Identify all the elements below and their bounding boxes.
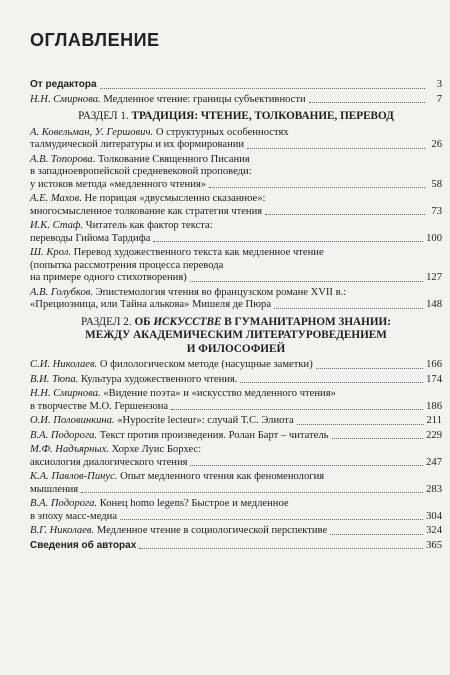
toc-entry-text <box>30 359 313 372</box>
entry-title: Медленное чтение в социологической перспективе <box>96 525 328 536</box>
page-number: 229 <box>426 429 442 441</box>
entry-title: Опыт медленного чтения как феноменология <box>120 471 325 482</box>
entry-title: О филологическом методе (насущные заметки) <box>99 359 313 370</box>
entry-author: Н.Н. Смирнова. <box>30 388 101 399</box>
toc-entry <box>30 525 442 538</box>
toc-entry-text <box>30 206 262 219</box>
toc-entry-line <box>30 444 442 457</box>
toc-entry-last-line <box>30 79 442 92</box>
toc-entry-text <box>30 220 213 231</box>
toc-entry-text <box>30 415 294 428</box>
table-of-contents <box>30 79 442 554</box>
toc-entry <box>30 444 442 469</box>
toc-entry <box>30 430 442 443</box>
entry-title: переводы Гийома Тардифа <box>30 232 151 244</box>
page-number: 324 <box>426 525 442 536</box>
toc-entry-text <box>30 233 150 246</box>
toc-entry-line <box>30 193 442 206</box>
toc-entry <box>30 127 442 152</box>
entry-author: В.И. Тюпа. <box>30 373 79 385</box>
dot-leader <box>297 424 424 425</box>
entry-author: Ш. Крол. <box>30 247 71 258</box>
toc-entry-text <box>30 299 271 312</box>
toc-entry <box>30 471 442 496</box>
dot-leader <box>81 492 423 493</box>
page-number: 283 <box>426 483 442 495</box>
entry-title: Толкование Священного Писания <box>98 153 250 165</box>
entry-author: Н.Н. Смирнова. <box>30 93 101 105</box>
toc-entry-last-line <box>30 457 442 470</box>
entry-title: Сведения об авторах <box>30 539 137 551</box>
toc-entry-text <box>30 484 78 497</box>
entry-author: М.Ф. Надъярных. <box>30 444 109 455</box>
entry-author: В.А. Подорога. <box>30 498 98 509</box>
entry-title: Не порицая «двусмысленно сказанное»: <box>84 193 266 204</box>
toc-entry-last-line <box>30 139 442 152</box>
toc-entry-line <box>30 471 442 484</box>
dot-leader <box>171 409 423 410</box>
entry-title: Хорхе Луис Борхес: <box>111 444 202 455</box>
entry-title: От редактора <box>30 79 97 90</box>
toc-entry-text <box>30 525 327 538</box>
toc-entry-line <box>30 154 442 167</box>
toc-entry-line <box>30 287 442 300</box>
dot-leader <box>139 548 423 549</box>
section-title-italic: ИСКУССТВЕ <box>153 315 222 328</box>
toc-entry-text <box>30 272 187 285</box>
section-heading-1 <box>30 110 442 124</box>
toc-entry-last-line <box>30 484 442 497</box>
entry-author: В.А. Подорога. <box>30 429 98 441</box>
page-number: 247 <box>426 456 442 468</box>
toc-entry-text <box>30 166 252 177</box>
entry-title: в эпоху масс-медиа <box>30 510 118 522</box>
section-title: ТРАДИЦИЯ: ЧТЕНИЕ, ТОЛКОВАНИЕ, ПЕРЕВОД <box>131 110 394 122</box>
entry-title: у истоков метода «медленного чтения» <box>30 178 207 190</box>
entry-title: «Видение поэта» и «искусство медленного чтения» <box>103 388 336 399</box>
section-heading-line: МЕЖДУ АКАДЕМИЧЕСКИМ ЛИТЕРАТУРОВЕДЕНИЕМ <box>85 329 387 341</box>
toc-entry-text <box>30 430 329 443</box>
toc-entry-text <box>30 374 237 387</box>
entry-author: В.Г. Николаев. <box>30 525 95 536</box>
toc-entry-line <box>30 166 442 179</box>
dot-leader <box>330 534 423 535</box>
entry-title: (попытка рассмотрения процесса перевода <box>30 259 224 271</box>
toc-entry <box>30 540 442 553</box>
toc-entry-text <box>30 193 265 204</box>
toc-entry-last-line <box>30 359 442 372</box>
toc-entry-text <box>30 401 168 414</box>
toc-entry-text <box>30 471 324 482</box>
dot-leader <box>240 382 423 383</box>
toc-entry-text <box>30 540 136 553</box>
entry-title: Текст против произведения. Ролан Барт – читатель <box>99 429 329 441</box>
dot-leader <box>209 187 425 188</box>
toc-entry <box>30 247 442 285</box>
dot-leader <box>190 281 423 282</box>
toc-entry <box>30 359 442 372</box>
toc-entry-last-line <box>30 179 442 192</box>
toc-entry-last-line <box>30 415 442 428</box>
entry-title: в творчестве М.О. Гершензона <box>30 400 169 412</box>
dot-leader <box>120 519 423 520</box>
entry-title: Эпистемология чтения во французском романе XVII в.: <box>95 286 347 298</box>
entry-author: С.И. Николаев. <box>30 359 98 370</box>
dot-leader <box>265 214 425 215</box>
entry-title: мышления <box>30 483 79 495</box>
toc-entry-text <box>30 444 201 455</box>
toc-entry-line <box>30 247 442 260</box>
section-heading-2 <box>30 316 442 357</box>
page-number: 26 <box>431 139 442 150</box>
page-number: 3 <box>436 79 442 90</box>
page-number: 100 <box>426 232 442 244</box>
toc-entry-text <box>30 457 187 470</box>
dot-leader <box>190 465 423 466</box>
entry-title: в западноевропейской средневековой проповеди: <box>30 166 252 177</box>
entry-title: Конец homo legens? Быстрое и медленное <box>99 498 289 509</box>
entry-title: О структурных особенностях <box>155 126 289 138</box>
toc-entry <box>30 154 442 192</box>
toc-entry-last-line <box>30 233 442 246</box>
dot-leader <box>332 438 424 439</box>
entry-title: «Прециозница, или Тайна алькова» Мишеля де Пюра <box>30 299 272 310</box>
toc-entry-line <box>30 388 442 401</box>
toc-entry <box>30 94 442 107</box>
toc-entry-text <box>30 139 244 152</box>
toc-entry-line <box>30 260 442 273</box>
page-title: ОГЛАВЛЕНИЕ <box>30 30 160 50</box>
entry-author: А. Ковельман, У. Гершович. <box>30 126 154 138</box>
entry-title: талмудической литературы и их формировании <box>30 139 245 150</box>
toc-entry <box>30 220 442 245</box>
entry-author: К.А. Павлов-Пинус. <box>30 471 118 482</box>
page-number: 127 <box>426 272 442 283</box>
toc-entry-last-line <box>30 272 442 285</box>
entry-title: Культура художественного чтения. <box>80 373 238 385</box>
page-number: 58 <box>431 178 442 190</box>
toc-entry-last-line <box>30 94 442 107</box>
entry-title: на примере одного стихотворения) <box>30 272 187 283</box>
entry-author: А.В. Топорова. <box>30 153 96 165</box>
entry-title: «Hypocrite lecteur»: случай Т.С. Элиота <box>117 415 294 426</box>
toc-entry-last-line <box>30 540 442 553</box>
dot-leader <box>274 308 423 309</box>
toc-entry <box>30 79 442 92</box>
toc-entry <box>30 415 442 428</box>
page-number: 211 <box>426 415 442 426</box>
entry-author: А.Е. Махов. <box>30 193 82 204</box>
toc-entry-text <box>30 247 324 258</box>
section-heading-line: И ФИЛОСОФИЕЙ <box>186 342 286 355</box>
page-number: 186 <box>426 400 442 412</box>
dot-leader <box>247 148 425 149</box>
toc-entry-text <box>30 127 289 138</box>
toc-entry-text <box>30 260 223 271</box>
toc-entry-text <box>30 498 289 509</box>
entry-title: многосмысленное толкование как стратегия чтения <box>30 205 263 217</box>
page-number: 174 <box>426 373 442 385</box>
entry-title: Перевод художественного текста как медленное чтение <box>73 247 324 258</box>
toc-entry-last-line <box>30 401 442 414</box>
toc-entry-last-line <box>30 206 442 219</box>
toc-entry-text <box>30 79 97 92</box>
section-prefix: РАЗДЕЛ 2. <box>81 315 132 328</box>
page-number: 148 <box>426 299 442 310</box>
entry-author: А.В. Голубков. <box>30 286 94 298</box>
toc-entry <box>30 388 442 413</box>
entry-author: И.К. Стаф. <box>30 220 84 231</box>
toc-entry-last-line <box>30 430 442 443</box>
toc-entry <box>30 287 442 312</box>
entry-title: аксиология диалогического чтения <box>30 456 188 468</box>
toc-entry-last-line <box>30 511 442 524</box>
toc-entry-text <box>30 287 346 298</box>
toc-entry-last-line <box>30 299 442 312</box>
entry-title: Медленное чтение: границы субъективности <box>103 93 306 105</box>
toc-entry-last-line <box>30 374 442 387</box>
toc-entry-line <box>30 220 442 233</box>
dot-leader <box>316 368 423 369</box>
toc-entry-text <box>30 154 250 165</box>
toc-entry <box>30 193 442 218</box>
toc-entry-text <box>30 94 306 107</box>
toc-entry <box>30 498 442 523</box>
dot-leader <box>153 241 423 242</box>
toc-entry-text <box>30 511 117 524</box>
section-title-part: В ГУМАНИТАРНОМ ЗНАНИИ: <box>221 315 391 328</box>
toc-entry-last-line <box>30 525 442 538</box>
toc-entry-line <box>30 498 442 511</box>
dot-leader <box>100 88 425 89</box>
section-prefix: РАЗДЕЛ 1. <box>78 110 129 122</box>
section-title-part: ОБ <box>134 315 154 328</box>
toc-entry-line <box>30 127 442 140</box>
page-number: 304 <box>426 510 442 522</box>
toc-entry <box>30 374 442 387</box>
entry-author: О.И. Половинкина. <box>30 415 115 426</box>
dot-leader <box>309 102 425 103</box>
page-number: 365 <box>426 539 442 551</box>
page-number: 7 <box>436 93 442 105</box>
entry-title: Читатель как фактор текста: <box>85 220 213 231</box>
page-number: 73 <box>431 205 442 217</box>
section-heading-line <box>30 316 442 330</box>
page-number: 166 <box>426 359 442 370</box>
toc-entry-text <box>30 179 206 192</box>
toc-entry-text <box>30 388 336 399</box>
